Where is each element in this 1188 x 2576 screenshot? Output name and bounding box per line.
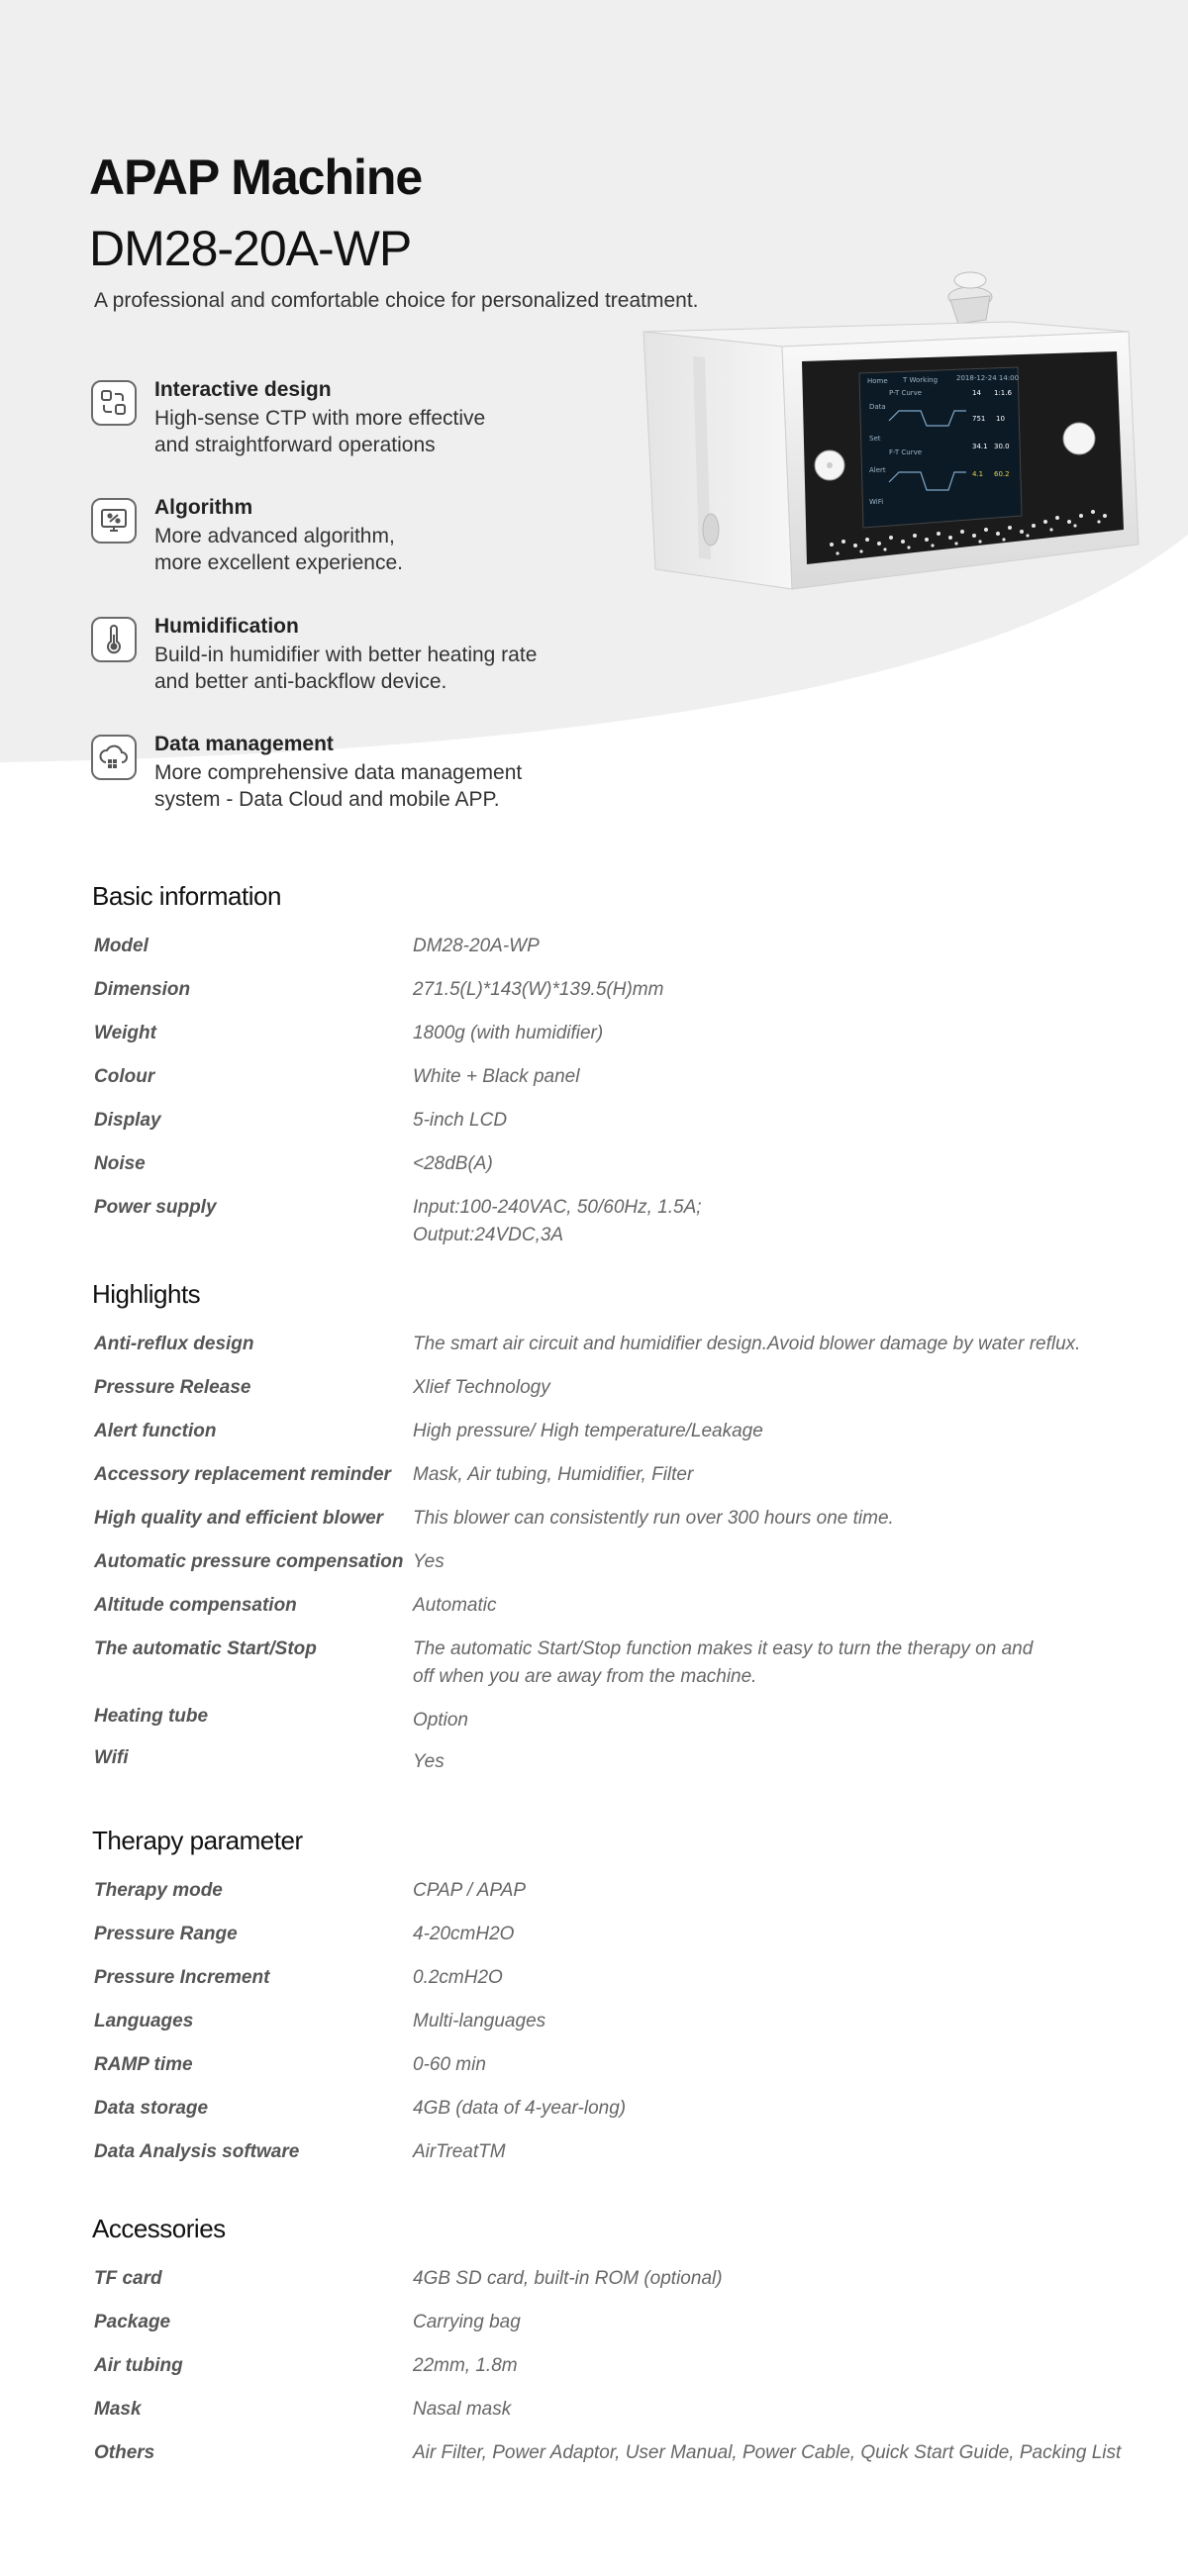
spec-label: Anti-reflux design	[94, 1334, 254, 1354]
feature-description: Build-in humidifier with better heating rate and better anti-backflow device.	[154, 644, 538, 693]
device-curve-label: F-T Curve	[889, 448, 923, 456]
feature-data-management	[91, 733, 645, 832]
spec-label: Automatic pressure compensation	[94, 1551, 404, 1572]
spec-value: Yes	[413, 1551, 445, 1572]
feature-description: More comprehensive data management system - Data Cloud and mobile APP.	[154, 761, 523, 811]
spec-value: High pressure/ High temperature/Leakage	[413, 1421, 763, 1441]
device-menu-set: Set	[869, 435, 881, 443]
device-reading: 30.0	[994, 443, 1010, 450]
algorithm-icon	[91, 498, 137, 544]
section-title: Highlights	[92, 1279, 201, 1309]
feature-humidification	[91, 615, 645, 714]
device-reading: 34.1	[972, 443, 988, 450]
spec-value: Carrying bag	[413, 2312, 521, 2332]
device-reading: 751	[972, 415, 986, 423]
spec-label: Accessory replacement reminder	[94, 1464, 391, 1485]
device-date: 2018-12-24 14:00	[956, 374, 1020, 382]
spec-value: 4GB (data of 4-year-long)	[413, 2098, 627, 2119]
spec-label: Languages	[94, 2011, 194, 2031]
spec-value: <28dB(A)	[413, 1153, 493, 1174]
product-tagline: A professional and comfortable choice for personalized treatment.	[94, 289, 699, 312]
spec-label: Colour	[94, 1066, 155, 1087]
spec-value: 22mm, 1.8m	[413, 2355, 518, 2376]
device-reading: 10	[996, 415, 1005, 423]
hero-section	[0, 0, 1188, 832]
section-title: Therapy parameter	[92, 1826, 303, 1855]
spec-label: High quality and efficient blower	[94, 1508, 384, 1529]
spec-value: Multi-languages	[413, 2011, 546, 2031]
spec-label: Pressure Increment	[94, 1967, 270, 1988]
spec-value: Yes	[413, 1751, 445, 1772]
spec-label: Model	[94, 936, 148, 956]
feature-title: Interactive design	[154, 378, 332, 401]
device-reading: 1:1.6	[994, 389, 1012, 397]
spec-label: Noise	[94, 1153, 146, 1174]
spec-label: Others	[94, 2442, 155, 2463]
spec-value: The automatic Start/Stop function makes it easy to turn the therapy on and off when you are away from the machine.	[413, 1638, 1034, 1687]
spec-value: Input:100-240VAC, 50/60Hz, 1.5A; Output:24VDC,3A	[413, 1197, 702, 1245]
product-model: DM28-20A-WP	[89, 221, 412, 276]
spec-value: Air Filter, Power Adaptor, User Manual, Power Cable, Quick Start Guide, Packing List	[413, 2442, 1122, 2463]
spec-value: White + Black panel	[413, 1066, 580, 1087]
spec-value: Automatic	[413, 1595, 497, 1616]
spec-label: Mask	[94, 2399, 142, 2420]
spec-value: 0.2cmH2O	[413, 1967, 503, 1988]
spec-value: DM28-20A-WP	[413, 936, 540, 956]
spec-label: Air tubing	[94, 2355, 183, 2376]
spec-label: Altitude compensation	[94, 1595, 297, 1616]
spec-label: The automatic Start/Stop	[94, 1638, 317, 1659]
spec-label: Dimension	[94, 979, 191, 1000]
device-menu-wifi: WiFi	[869, 498, 884, 506]
basic-information-section	[92, 881, 1161, 1257]
feature-description: More advanced algorithm, more excellent experience.	[154, 525, 403, 574]
therapy-parameter-section	[92, 1826, 1161, 2182]
spec-value: 1800g (with humidifier)	[413, 1023, 604, 1043]
spec-value: This blower can consistently run over 300 hours one time.	[413, 1508, 894, 1529]
spec-label: TF card	[94, 2268, 162, 2289]
device-tab-status: T Working	[903, 376, 939, 384]
device-reading: 60.2	[994, 470, 1010, 478]
interactive-design-icon	[91, 380, 137, 426]
thermometer-icon	[91, 617, 137, 662]
spec-value: The smart air circuit and humidifier design.Avoid blower damage by water reflux.	[413, 1334, 1081, 1354]
feature-interactive-design	[91, 378, 645, 477]
spec-value: AirTreatTM	[413, 2141, 506, 2162]
spec-label: Weight	[94, 1023, 156, 1043]
spec-label: RAMP time	[94, 2054, 193, 2075]
spec-value: 4-20cmH2O	[413, 1924, 515, 1944]
spec-value: 5-inch LCD	[413, 1110, 508, 1131]
section-title: Accessories	[92, 2214, 226, 2243]
spec-label: Therapy mode	[94, 1880, 223, 1901]
device-illustration	[634, 262, 1148, 599]
spec-label: Display	[94, 1110, 161, 1131]
feature-title: Humidification	[154, 615, 299, 638]
spec-value: Xlief Technology	[413, 1377, 550, 1398]
spec-value: Nasal mask	[413, 2399, 512, 2420]
section-title: Basic information	[92, 881, 281, 911]
feature-title: Data management	[154, 733, 334, 755]
spec-value: 4GB SD card, built-in ROM (optional)	[413, 2268, 723, 2289]
spec-value: Option	[413, 1710, 468, 1731]
device-menu-data: Data	[869, 403, 886, 411]
spec-label: Alert function	[94, 1421, 217, 1441]
spec-value: Mask, Air tubing, Humidifier, Filter	[413, 1464, 694, 1485]
feature-description: High-sense CTP with more effective and straightforward operations	[154, 407, 486, 456]
spec-label: Package	[94, 2312, 171, 2332]
spec-label: Heating tube	[94, 1706, 209, 1727]
device-curve-label: P-T Curve	[889, 389, 923, 397]
highlights-section	[92, 1279, 1161, 1784]
device-tab-home: Home	[867, 377, 888, 385]
spec-label: Pressure Release	[94, 1377, 251, 1398]
spec-label: Power supply	[94, 1197, 217, 1218]
spec-label: Pressure Range	[94, 1924, 238, 1944]
device-menu-alert: Alert	[869, 466, 886, 474]
feature-algorithm	[91, 496, 645, 595]
cloud-data-icon	[91, 735, 137, 780]
feature-title: Algorithm	[154, 496, 253, 519]
spec-value: CPAP / APAP	[413, 1880, 527, 1901]
spec-label: Data Analysis software	[94, 2141, 300, 2162]
device-reading: 4.1	[972, 470, 984, 478]
spec-value: 271.5(L)*143(W)*139.5(H)mm	[413, 979, 664, 1000]
spec-label: Wifi	[94, 1747, 129, 1768]
device-reading: 14	[972, 389, 981, 397]
spec-value: 0-60 min	[413, 2054, 486, 2075]
spec-label: Data storage	[94, 2098, 209, 2119]
accessories-section	[92, 2214, 1161, 2501]
product-title: APAP Machine	[89, 149, 423, 205]
